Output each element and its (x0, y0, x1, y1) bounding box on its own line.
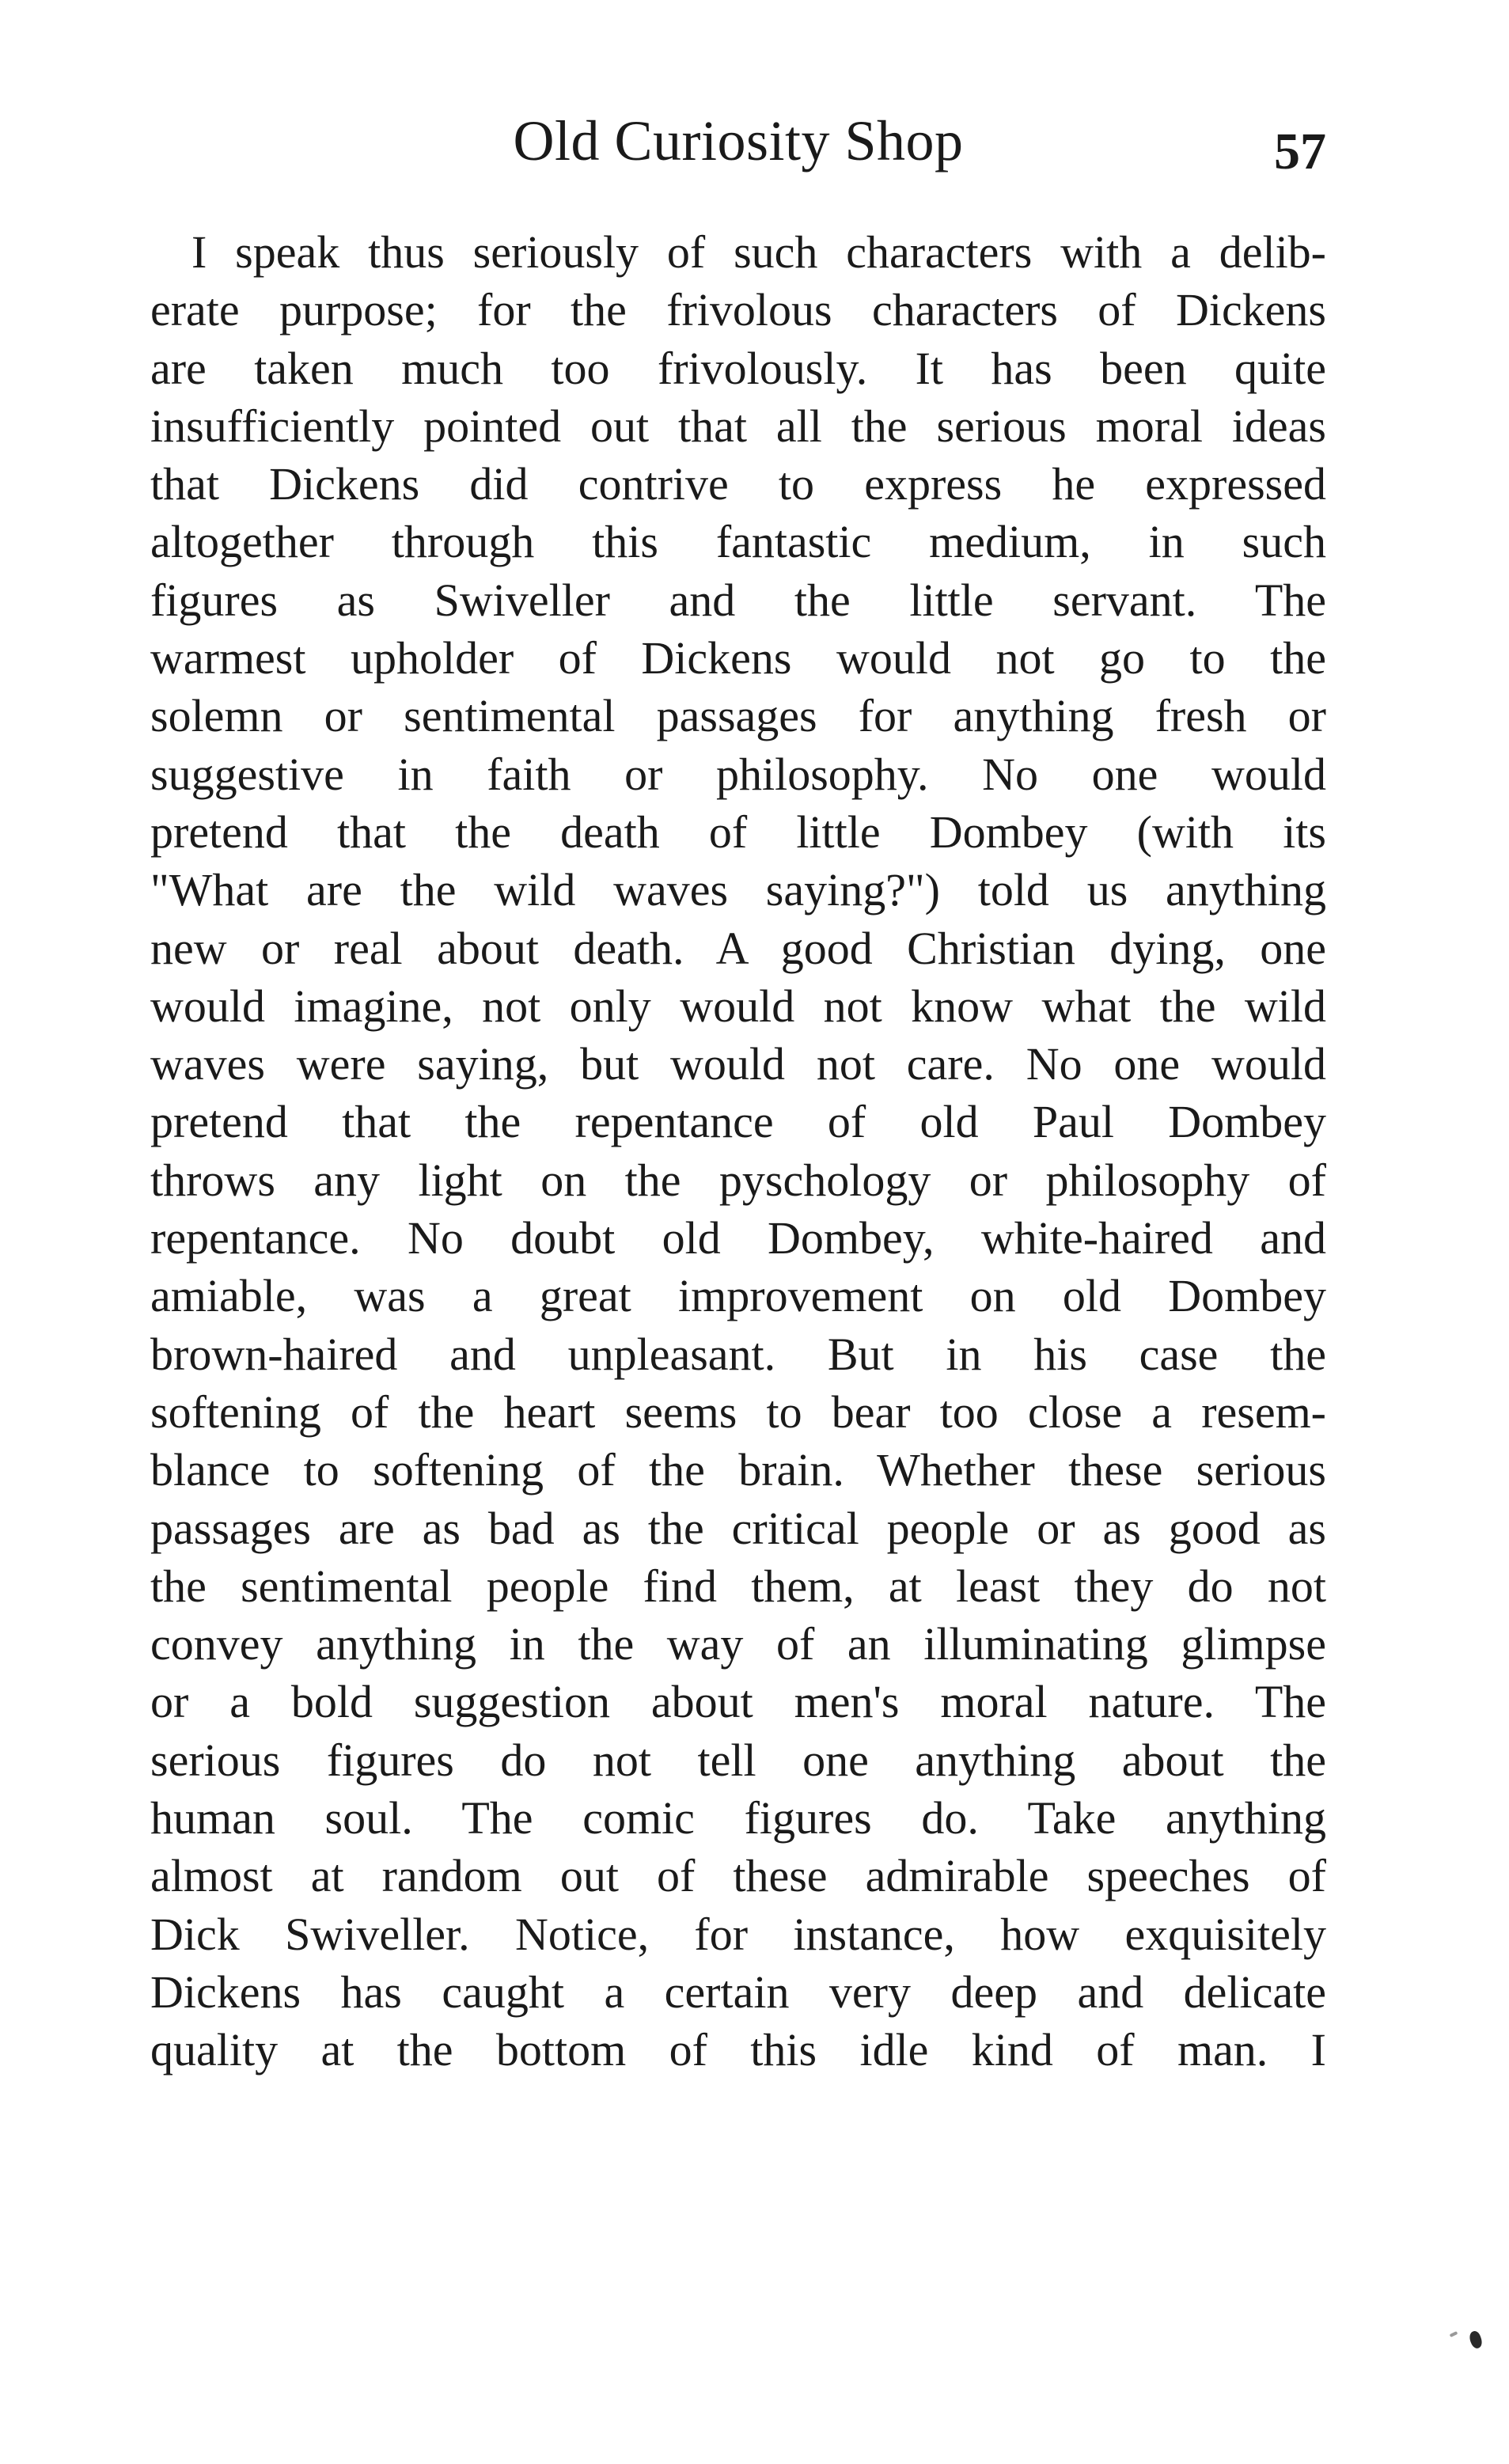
scan-speck (1450, 2331, 1458, 2337)
text-line: new or real about death. A good Christian dying, one (150, 922, 1326, 974)
page-number: 57 (1274, 123, 1326, 180)
text-line: serious figures do not tell one anything about the (150, 1734, 1326, 1786)
text-line: blance to softening of the brain. Whether these serious (150, 1444, 1326, 1496)
text-line: are taken much too frivolously. It has been quite (150, 342, 1326, 394)
text-line: almost at random out of these admirable speeches of (150, 1850, 1326, 1902)
text-line: that Dickens did contrive to express he expressed (150, 458, 1326, 510)
text-line: erate purpose; for the frivolous characters of Dickens (150, 284, 1326, 336)
text-line: solemn or sentimental passages for anything fresh or (150, 690, 1326, 742)
text-line: waves were saying, but would not care. No one would (150, 1038, 1326, 1090)
text-line: Dick Swiveller. Notice, for instance, how exquisitely (150, 1908, 1326, 1960)
text-line: altogether through this fantastic medium, in such (150, 516, 1326, 568)
text-line: figures as Swiveller and the little servant. The (150, 574, 1326, 626)
text-line: convey anything in the way of an illuminating glimpse (150, 1618, 1326, 1670)
text-line: would imagine, not only would not know what the wild (150, 980, 1326, 1032)
body-text (150, 223, 1326, 2079)
text-line: human soul. The comic figures do. Take anything (150, 1792, 1326, 1844)
text-line: throws any light on the pyschology or philosophy of (150, 1154, 1326, 1206)
text-line: the sentimental people find them, at least they do not (150, 1560, 1326, 1612)
text-line: amiable, was a great improvement on old Dombey (150, 1270, 1326, 1322)
text-line: softening of the heart seems to bear too close a resem- (150, 1386, 1326, 1438)
running-title: Old Curiosity Shop (513, 109, 964, 172)
text-line: passages are as bad as the critical people or as good as (150, 1502, 1326, 1554)
scan-speck (1468, 2329, 1484, 2349)
text-line: or a bold suggestion about men's moral nature. The (150, 1676, 1326, 1728)
running-head (150, 101, 1326, 180)
text-line: brown-haired and unpleasant. But in his case the (150, 1328, 1326, 1380)
text-line: pretend that the death of little Dombey (with its (150, 806, 1326, 858)
text-line: suggestive in faith or philosophy. No one would (150, 748, 1326, 800)
text-line: insufficiently pointed out that all the serious moral ideas (150, 400, 1326, 452)
text-line: warmest upholder of Dickens would not go to the (150, 632, 1326, 684)
text-line: quality at the bottom of this idle kind of man. I (150, 2024, 1326, 2076)
text-line: repentance. No doubt old Dombey, white-haired and (150, 1212, 1326, 1264)
text-line: Dickens has caught a certain very deep and delicate (150, 1966, 1326, 2018)
text-line: "What are the wild waves saying?") told us anything (150, 864, 1326, 916)
text-line: I speak thus seriously of such characters with a delib- (191, 226, 1326, 278)
text-line: pretend that the repentance of old Paul Dombey (150, 1096, 1326, 1148)
